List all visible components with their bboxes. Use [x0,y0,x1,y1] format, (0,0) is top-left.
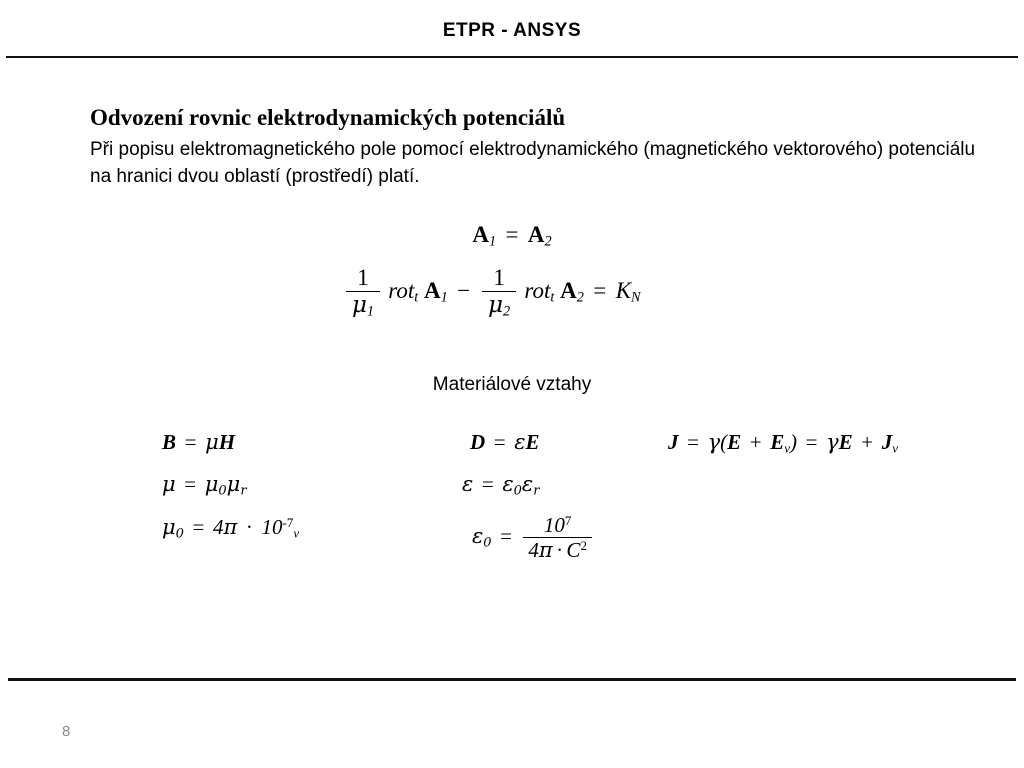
vector-a1: $A_1$ [423,278,448,306]
operator-rot-t-1: rot$_t$ [388,278,419,306]
symbol-mu: μ [205,430,219,454]
relations-column-magnetic [162,430,442,559]
vector-a2: $A_2$ [560,278,584,306]
minus-sign: − [457,278,471,304]
header-divider [6,56,1018,58]
equals-sign: = [805,430,818,454]
trailing-subscript-v: v [293,525,300,541]
vector-a2: $A_2$ [527,222,552,250]
vector-a1: $A_1$ [472,222,497,250]
symbol-gamma: γ [707,430,721,454]
symbol-mu: μ [162,472,176,496]
equals-sign: = [184,472,197,496]
fraction-numerator: $10^7$ [523,514,592,538]
symbol-epsilon: ε [514,430,526,454]
relations-column-electric [462,430,662,561]
symbol-mu0: $\mu_0$ [204,472,227,499]
equals-sign: = [505,222,519,247]
vector-e: E [727,430,742,454]
equation-boundary-rotation-block [0,266,1024,320]
vector-jv: $J_v$ [881,430,898,456]
equals-sign: = [500,523,513,548]
equation-mu-equals-mu0-mur [162,472,442,498]
equation-mu0-value [162,515,442,541]
plus-sign: + [861,430,874,454]
slide-header [0,20,1024,42]
equation-current-density [668,430,1018,456]
fraction-numerator: 1 [482,266,516,292]
plus-sign: + [749,430,762,454]
fraction-denominator: $\mu_1$ [351,292,375,320]
equals-sign: = [192,515,205,540]
vector-h: H [218,430,236,454]
symbol-kn: $K_N$ [615,278,641,306]
vector-j: J [668,430,679,454]
equation-boundary-continuity-block [0,222,1024,251]
footer-divider [8,678,1016,681]
equation-boundary-continuity [472,222,551,251]
equals-sign: = [687,430,699,454]
equation-eps0-value [462,514,662,561]
open-paren: ( [720,430,728,454]
symbol-mur: $\mu_r$ [226,472,247,499]
equation-d-equals-eps-e [462,430,662,455]
equals-sign: = [184,430,197,454]
vector-ev: $E_v$ [770,430,790,456]
slide-content [90,104,1000,190]
fraction-eps0 [523,514,592,561]
fraction-denominator: $\mu_2$ [488,292,511,320]
symbol-mu0: $\mu_0$ [162,515,184,542]
page-title: Odvození rovnic elektrodynamických potenciálů [90,105,566,130]
multiplication-dot: · [245,515,253,540]
symbol-gamma: γ [826,430,839,454]
fraction-denominator: $4\pi \cdot C^2$ [528,538,587,563]
symbol-epsilon0: $\varepsilon_0$ [472,523,492,551]
operator-rot-t-2: rot$_t$ [524,278,555,306]
subheading-material-relations [0,374,1024,396]
vector-e: E [838,430,853,454]
slide-header-title: ETPR - ANSYS [442,20,582,41]
equation-eps-equals-eps0-epsr [462,472,662,498]
fraction-numerator: 1 [346,266,380,292]
equals-sign: = [481,472,494,496]
power-of-ten: $10^{-7}$ [261,515,294,540]
fraction-one-over-mu1 [346,266,380,320]
symbol-epsilon: ε [462,472,474,496]
equals-sign: = [593,278,607,304]
body-paragraph: Při popisu elektromagnetického pole pomocí elektrodynamického (magnetického vektorového) potenciálu na hranici dvou oblastí (prostředí) platí. [90,139,976,187]
equation-b-equals-mu-h [162,430,442,455]
vector-d: D [470,430,486,454]
symbol-epsilonr: $\varepsilon_r$ [521,472,540,499]
equals-sign: = [493,430,506,454]
close-paren: ) [790,430,797,454]
vector-b: B [162,430,177,454]
page-number: 8 [62,723,71,740]
subheading-label: Materiálové vztahy [432,374,592,395]
fraction-one-over-mu2 [482,266,516,320]
equation-boundary-rotation [343,266,680,320]
relations-column-current [668,430,1018,473]
symbol-pi: π [223,515,238,540]
symbol-epsilon0: $\varepsilon_0$ [502,472,522,499]
vector-e: E [525,430,540,454]
coefficient-4: 4 [213,515,224,540]
material-relations-group [0,430,1024,600]
